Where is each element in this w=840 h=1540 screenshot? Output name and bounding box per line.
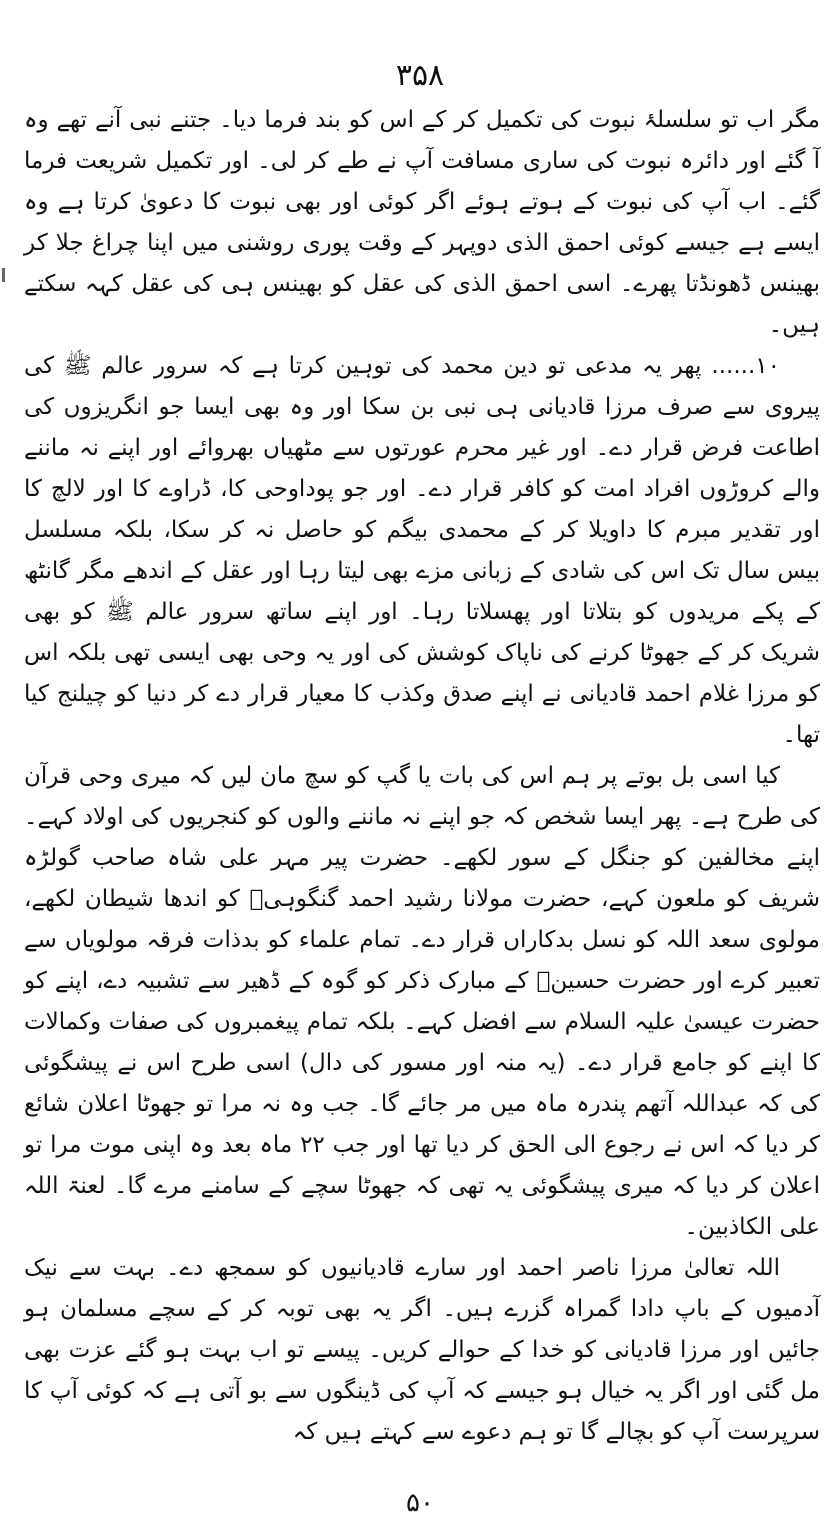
paragraph-1 xyxy=(24,100,820,346)
paragraph-2-text: پھر یہ مدعی تو دین محمد کی توہین کرتا ہے کہ سرور عالم ﷺ کی پیروی سے صرف مرزا قادیانی ہی نبی بن سکا اور وہ بھی ایسا جو انگریزوں کی اطاعت فرض قرار دے۔ اور غیر محرم عورتوں سے مٹھیاں بھروائے اور اپنے نہ ماننے والے کروڑوں افراد امت کو کافر قرار دے۔ اور جو پوداوحی کا، ڈراوے کا اور لالچ کا اور تقدیر مبرم کا داویلا کر کے محمدی بیگم کو حاصل نہ کر سکا، بلکہ مسلسل بیس سال تک اس کی شادی کے زبانی مزے بھی لیتا رہا اور عقل کے اندھے مگر گانٹھ کے پکے مریدوں کو بتلاتا اور پھسلاتا رہا۔ اور اپنے ساتھ سرور عالم ﷺ کو بھی شریک کر کے جھوٹا کرنے کی ناپاک کوشش کی اور یہ وحی بھی ایسی تھی بلکہ اس کو مرزا غلام احمد قادیانی نے اپنے صدق وکذب کا معیار قرار دے کر دنیا کو چیلنج کیا تھا۔ xyxy=(24,353,820,748)
scan-edge-mark xyxy=(2,268,5,282)
page-number: ۳۵۸ xyxy=(395,58,445,93)
paragraph-3-text: کیا اسی بل بوتے پر ہم اس کی بات یا گپ کو سچ مان لیں کہ میری وحی قرآن کی طرح ہے۔ پھر ایسا شخص کہ جو اپنے نہ ماننے والوں کو کنجریوں کی اولاد کہے۔ اپنے مخالفین کو جنگل کے سور لکھے۔ حضرت پیر مہر علی شاہ صاحب گولڑہ شریف کو ملعون کہے، حضرت مولانا رشید احمد گنگوہیؒ کو اندھا شیطان لکھے، مولوی سعد اللہ کو نسل بدکاراں قرار دے۔ تمام علماء کو بدذات فرقہ مولویاں سے تعبیر کرے اور حضرت حسینؓ کے مبارک ذکر کو گوہ کے ڈھیر سے تشبیہ دے، اپنے کو حضرت عیسیٰ علیہ السلام سے افضل کہے۔ بلکہ تمام پیغمبروں کی صفات وکمالات کا اپنے کو جامع قرار دے۔ (یہ منہ اور مسور کی دال) اسی طرح اس نے پیشگوئی کی کہ عبداللہ آتھم پندرہ ماہ میں مر جائے گا۔ جب وہ نہ مرا تو جھوٹا اعلان شائع کر دیا کہ اس نے رجوع الی الحق کر دیا تھا اور جب ۲۲ ماہ بعد وہ اپنی موت مرا تو اعلان کر دیا کہ میری پیشگوئی یہ تھی کہ جھوٹا سچے کے سامنے مرے گا۔ لعنۃ اللہ علی الکاذبین۔ xyxy=(24,763,820,1240)
paragraph-4 xyxy=(24,1248,820,1453)
paragraph-2-number: ۱۰...... xyxy=(711,353,780,379)
page-footer-mark: ۵۰ xyxy=(406,1488,434,1518)
paragraph-3 xyxy=(24,756,820,1248)
paragraph-4-text: اللہ تعالیٰ مرزا ناصر احمد اور سارے قادیانیوں کو سمجھ دے۔ بہت سے نیک آدمیوں کے باپ دادا گمراہ گزرے ہیں۔ اگر یہ بھی توبہ کر کے سچے مسلمان ہو جائیں اور مرزا قادیانی کو خدا کے حوالے کریں۔ پیسے تو اب بہت ہو گئے عزت بھی مل گئی اور اگر یہ خیال ہو جیسے کہ آپ کی ڈینگوں سے بو آتی ہے کہ کوئی آپ کا سرپرست آپ کو بچالے گا تو ہم دعوے سے کہتے ہیں کہ xyxy=(24,1255,821,1445)
paragraph-2 xyxy=(24,346,820,756)
paragraph-1-text: مگر اب تو سلسلۂ نبوت کی تکمیل کر کے اس کو بند فرما دیا۔ جتنے نبی آنے تھے وہ آ گئے اور دائرہ نبوت کی ساری مسافت آپ نے طے کر لی۔ اور تکمیل شریعت فرما گئے۔ اب آپ کی نبوت کے ہوتے ہوئے اگر کوئی اور بھی نبوت کا دعویٰ کرتا ہے وہ ایسے ہے جیسے کوئی احمق الذی دوپہر کے وقت پوری روشنی میں اپنا چراغ جلا کر بھینس ڈھونڈتا پھرے۔ اسی احمق الذی کی عقل کو بھینس ہی کی عقل کہہ سکتے ہیں۔ xyxy=(24,107,820,338)
body-text xyxy=(24,100,820,1453)
